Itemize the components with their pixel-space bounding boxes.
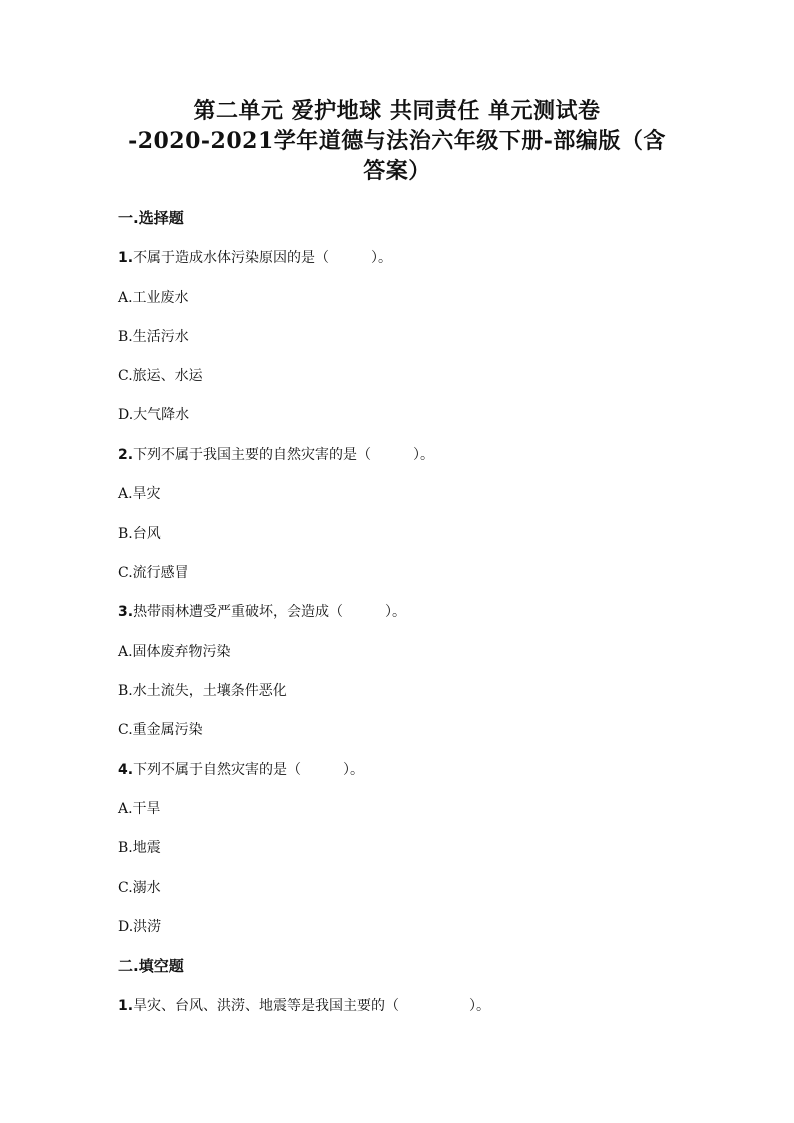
fill-blank-question-1 bbox=[118, 996, 490, 1016]
section-heading-fill-blank: 二.填空题 bbox=[118, 957, 184, 975]
question-4 bbox=[118, 760, 364, 780]
question-1-option-a: A.工业废水 bbox=[118, 290, 189, 306]
question-text: 下列不属于我国主要的自然灾害的是（ ）。 bbox=[133, 447, 435, 463]
question-text: 旱灾、台风、洪涝、地震等是我国主要的（ ）。 bbox=[133, 998, 491, 1014]
question-3 bbox=[118, 602, 406, 622]
question-3-option-b: B.水土流失，土壤条件恶化 bbox=[118, 683, 287, 699]
question-4-option-a: A.干旱 bbox=[118, 801, 161, 817]
question-4-option-d: D.洪涝 bbox=[118, 919, 162, 935]
question-1-option-b: B.生活污水 bbox=[118, 329, 189, 345]
question-1 bbox=[118, 248, 392, 268]
question-2-option-b: B.台风 bbox=[118, 526, 161, 542]
section-heading-choice: 一.选择题 bbox=[118, 209, 184, 227]
question-3-option-a: A.固体废弃物污染 bbox=[118, 644, 231, 660]
question-3-option-c: C.重金属污染 bbox=[118, 722, 203, 738]
question-text: 热带雨林遭受严重破坏，会造成（ ）。 bbox=[133, 604, 407, 620]
question-number: 1. bbox=[118, 998, 134, 1014]
question-2-option-a: A.旱灾 bbox=[118, 486, 161, 502]
document-title bbox=[100, 96, 694, 186]
question-4-option-c: C.溺水 bbox=[118, 880, 161, 896]
question-text: 不属于造成水体污染原因的是（ ）。 bbox=[133, 250, 393, 266]
question-4-option-b: B.地震 bbox=[118, 840, 161, 856]
question-number: 4. bbox=[118, 762, 134, 778]
title-line-1: 第二单元 爱护地球 共同责任 单元测试卷 bbox=[193, 98, 601, 124]
question-1-option-c: C.旅运、水运 bbox=[118, 368, 203, 384]
question-text: 下列不属于自然灾害的是（ ）。 bbox=[133, 762, 365, 778]
question-number: 2. bbox=[118, 447, 134, 463]
question-number: 3. bbox=[118, 604, 134, 620]
title-line-2: -2020-2021学年道德与法治六年级下册-部编版（含 bbox=[128, 128, 666, 154]
title-line-3: 答案） bbox=[363, 158, 431, 184]
question-2 bbox=[118, 445, 434, 465]
question-number: 1. bbox=[118, 250, 134, 266]
question-1-option-d: D.大气降水 bbox=[118, 407, 190, 423]
question-2-option-c: C.流行感冒 bbox=[118, 565, 189, 581]
